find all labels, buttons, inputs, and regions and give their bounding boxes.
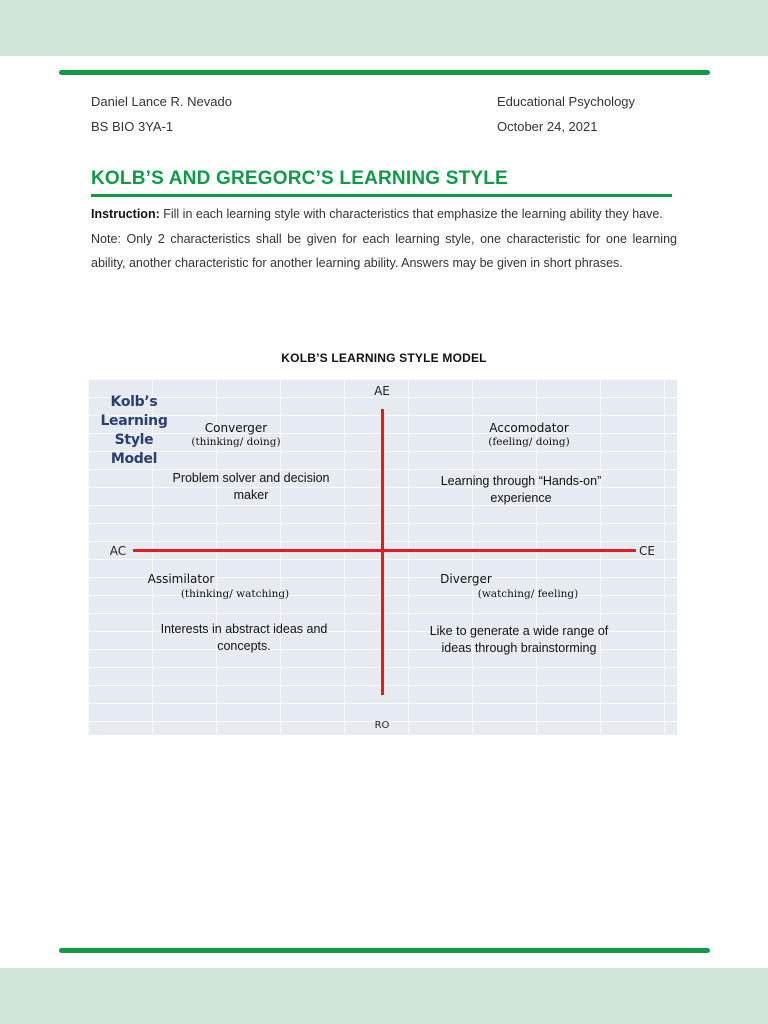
axis-label-ae: AE: [374, 384, 390, 398]
diverger-sub: (watching/ feeling): [477, 588, 579, 600]
accomodator-answer: Learning through “Hands-on” experience: [440, 474, 602, 505]
converger-sub: (thinking/ doing): [191, 436, 281, 448]
accomodator-name: Accomodator: [489, 421, 569, 435]
note-paragraph: Note: Only 2 characteristics shall be given for each learning style, one characteristic for one learning ability, another characteristic for another learning ability. Answers may be given in short phrases.: [91, 231, 677, 270]
subject: Educational Psychology: [497, 94, 636, 109]
assimilator-name: Assimilator: [147, 572, 215, 586]
axis-label-ro: RO: [374, 720, 390, 731]
kolb-diagram: [88, 379, 677, 735]
title-underline: [91, 194, 672, 197]
footer-band: [0, 968, 768, 1024]
student-course: BS BIO 3YA-1: [91, 119, 174, 134]
converger-answer: Problem solver and decision maker: [172, 471, 330, 502]
model-label: Kolb’s Learning Style Model: [100, 394, 168, 467]
instructions: [91, 202, 677, 276]
date: October 24, 2021: [497, 119, 598, 134]
page-title: KOLB’S AND GREGORC’S LEARNING STYLE: [91, 168, 508, 189]
horizontal-axis: [133, 549, 636, 552]
instruction-label: Instruction:: [91, 207, 160, 221]
bottom-rule: [59, 948, 710, 953]
diverger-name: Diverger: [440, 572, 492, 586]
accomodator-sub: (feeling/ doing): [488, 436, 570, 448]
assimilator-answer: Interests in abstract ideas and concepts.: [160, 622, 328, 653]
axis-label-ce: CE: [639, 544, 655, 558]
vertical-axis: [381, 409, 384, 695]
top-rule: [59, 70, 710, 75]
student-name: Daniel Lance R. Nevado: [91, 94, 232, 109]
diagram-title: KOLB’S LEARNING STYLE MODEL: [281, 351, 487, 365]
instruction-text: Fill in each learning style with characteristics that emphasize the learning ability they have.: [159, 207, 663, 221]
axis-label-ac: AC: [109, 544, 127, 558]
diverger-answer: Like to generate a wide range of ideas through brainstorming: [429, 624, 609, 655]
instruction-paragraph: [91, 202, 677, 227]
converger-name: Converger: [204, 421, 268, 435]
header-band: [0, 0, 768, 56]
assimilator-sub: (thinking/ watching): [180, 588, 290, 600]
